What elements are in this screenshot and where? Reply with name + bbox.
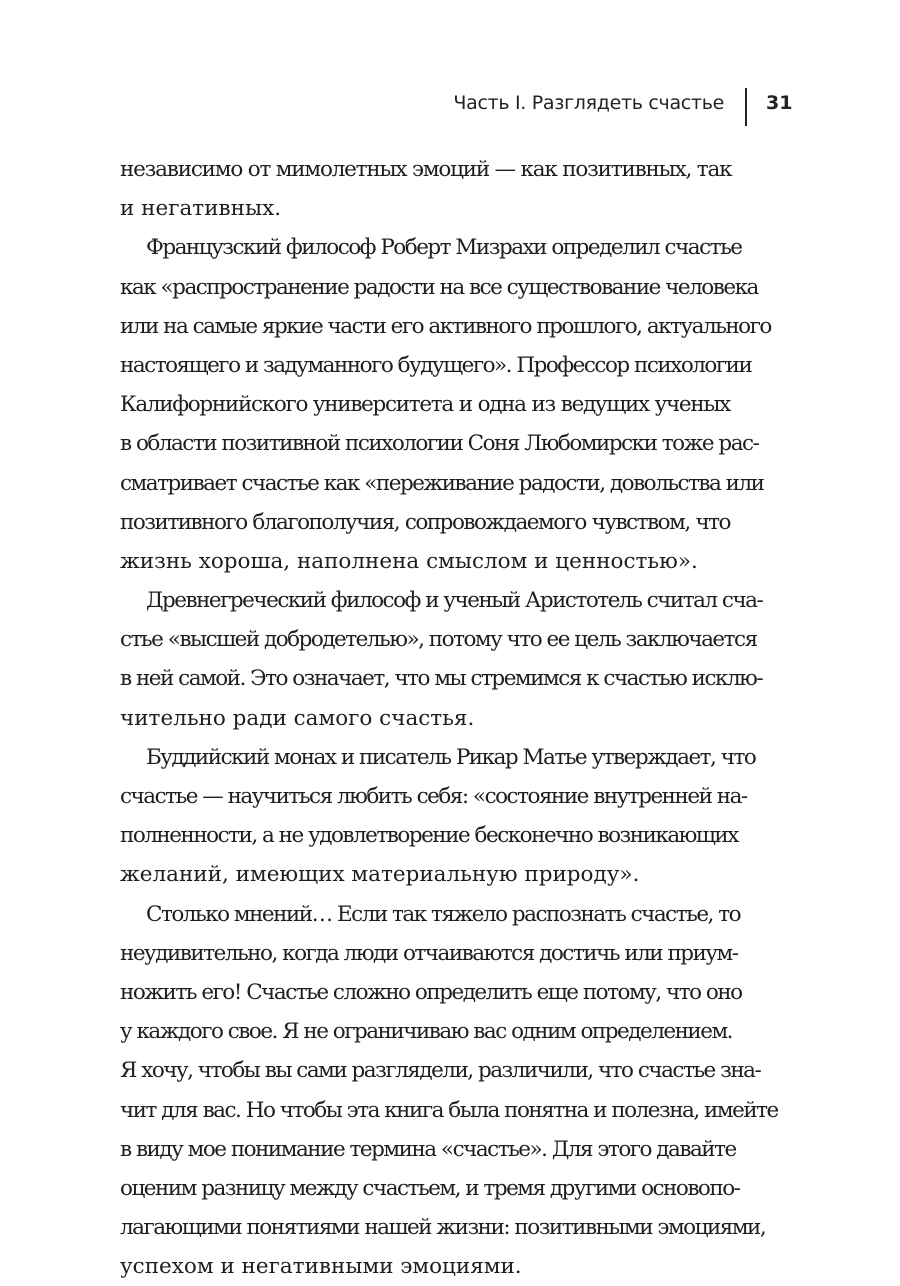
text-line: настоящего и задуманного будущего». Профессор психологии <box>120 352 752 378</box>
text-line: Я хочу, чтобы вы сами разглядели, различили, что счастье зна- <box>120 1058 761 1084</box>
text-line: независимо от мимолетных эмоций — как позитивных, так <box>120 157 732 182</box>
text-line: неудивительно, когда люди отчаиваются достичь или приум- <box>120 940 738 966</box>
text-line: в ней самой. Это означает, что мы стремимся к счастью исклю- <box>120 666 763 692</box>
running-head <box>0 88 900 128</box>
body-text <box>120 150 778 1286</box>
text-line: ножить его! Счастье сложно определить еще потому, что оно <box>120 979 742 1005</box>
text-line: Калифорнийского университета и одна из ведущих ученых <box>120 392 730 418</box>
text-line: жизнь хороша, наполнена смыслом и ценностью». <box>120 548 698 574</box>
text-line: чительно ради самого счастья. <box>120 705 475 731</box>
text-line: Французский философ Роберт Мизрахи определил счастье <box>146 235 742 261</box>
text-line: полненности, а не удовлетворение бесконечно возникающих <box>120 823 738 849</box>
text-line: в области позитивной психологии Соня Любомирски тоже рас- <box>120 431 759 457</box>
text-line: у каждого свое. Я не ограничиваю вас одним определением. <box>120 1019 733 1045</box>
text-line: Древнегреческий философ и ученый Аристотель считал сча- <box>146 588 763 614</box>
text-line: Столько мнений… Если так тяжело распознать счастье, то <box>146 901 741 927</box>
header-divider <box>745 88 747 126</box>
text-line: лагающими понятиями нашей жизни: позитивными эмоциями, <box>120 1215 766 1241</box>
text-line: сматривает счастье как «переживание радости, довольства или <box>120 470 764 496</box>
text-line: позитивного благополучия, сопровождаемого чувством, что <box>120 509 730 535</box>
text-line: как «распространение радости на все существование человека <box>120 274 758 300</box>
text-line: и негативных. <box>120 196 282 222</box>
text-line: счастье — научиться любить себя: «состояние внутренней на- <box>120 784 747 809</box>
page-number: 31 <box>766 92 793 114</box>
text-line: чит для вас. Но чтобы эта книга была понятна и полезна, имейте <box>120 1097 778 1123</box>
chapter-title: Часть I. Разглядеть счастье <box>453 92 724 114</box>
text-line: оценим разницу между счастьем, и тремя другими основопо- <box>120 1175 740 1201</box>
text-line: успехом и негативными эмоциями. <box>120 1254 522 1280</box>
text-line: желаний, имеющих материальную природу». <box>120 862 640 888</box>
text-line: Буддийский монах и писатель Рикар Матье утверждает, что <box>146 744 756 770</box>
text-line: в виду мое понимание термина «счастье». Для этого давайте <box>120 1136 736 1162</box>
text-line: или на самые яркие части его активного прошлого, актуального <box>120 313 771 339</box>
text-line: стье «высшей добродетелью», потому что ее цель заключается <box>120 627 757 653</box>
